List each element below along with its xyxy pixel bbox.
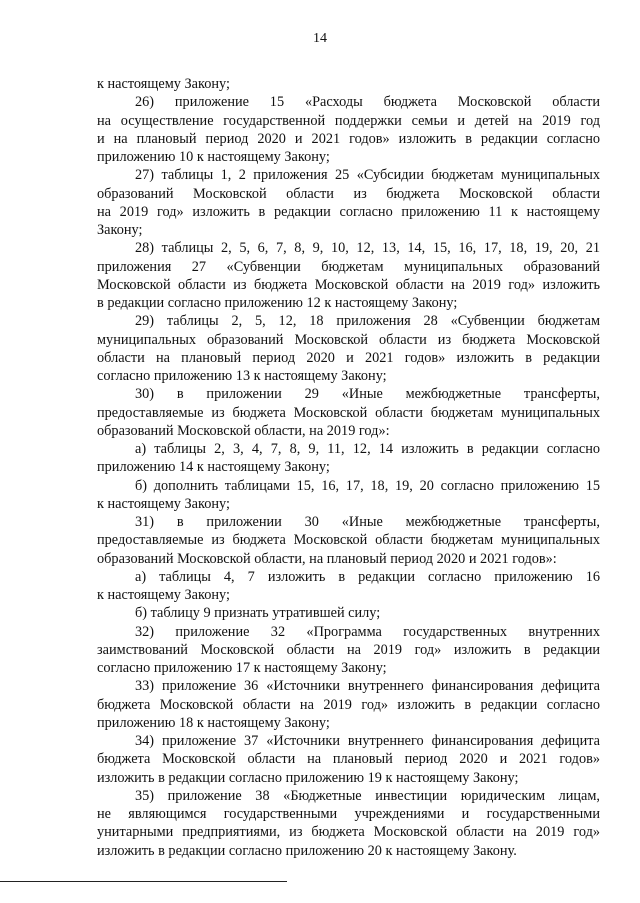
text-line: в редакции согласно приложению 12 к настоящему Закону; — [97, 295, 458, 311]
text-line: образований Московской области, на 2019 год»: — [97, 422, 390, 439]
text-line: к настоящему Закону; — [97, 587, 230, 603]
text-line: б) таблицу 9 признать утратившей силу; — [135, 605, 381, 622]
text-line: 29) таблицы 2, 5, 12, 18 приложения 28 «Субвенции бюджетам — [135, 313, 600, 330]
text-line: к настоящему Закону; — [97, 495, 230, 512]
text-line: Закону; — [97, 222, 143, 238]
text-line: 35) приложение 38 «Бюджетные инвестиции юридическим лицам, — [135, 787, 600, 804]
text-line: к настоящему Закону; — [97, 76, 230, 92]
text-line: Московской области из бюджета Московской области на 2019 год» изложить — [97, 276, 600, 293]
text-line: бюджета Московской области на 2019 год» изложить в редакции согласно — [97, 696, 600, 713]
text-line: приложению 18 к настоящему Закону; — [97, 714, 330, 731]
text-line: и на плановый период 2020 и 2021 годов» изложить в редакции согласно — [97, 130, 600, 147]
text-line: предоставляемые из бюджета Московской области бюджетам муниципальных — [97, 532, 600, 549]
text-line: согласно приложению 17 к настоящему Закону; — [97, 660, 387, 676]
text-line: 26) приложение 15 «Расходы бюджета Московской области — [135, 94, 600, 111]
text-line: согласно приложению 13 к настоящему Закону; — [97, 368, 387, 384]
text-line: б) дополнить таблицами 15, 16, 17, 18, 19, 20 согласно приложению 15 — [135, 477, 600, 494]
text-line: 28) таблицы 2, 5, 6, 7, 8, 9, 10, 12, 13, 14, 15, 16, 17, 18, 19, 20, 21 — [135, 240, 600, 257]
text-line: 30) в приложении 29 «Иные межбюджетные трансферты, — [135, 386, 600, 403]
text-line: приложению 14 к настоящему Закону; — [97, 459, 330, 476]
text-line: 33) приложение 36 «Источники внутреннего финансирования дефицита — [135, 678, 600, 695]
text-line: образований Московской области из бюджета Московской области — [97, 185, 600, 202]
text-line: бюджета Московской области на плановый период 2020 и 2021 годов» — [97, 751, 600, 768]
footnote-separator-line — [0, 881, 287, 882]
text-line: изложить в редакции согласно приложению 19 к настоящему Закону; — [97, 769, 519, 786]
text-line: а) таблицы 2, 3, 4, 7, 8, 9, 11, 12, 14 изложить в редакции согласно — [135, 441, 600, 457]
text-line: приложения 27 «Субвенции бюджетам муниципальных образований — [97, 258, 600, 275]
text-line: не являющимся государственными учреждениями и государственными — [97, 806, 600, 822]
text-line: 34) приложение 37 «Источники внутреннего финансирования дефицита — [135, 733, 600, 749]
text-line: унитарными предприятиями, из бюджета Московской области на 2019 год» — [97, 824, 600, 841]
text-line: изложить в редакции согласно приложению 20 к настоящему Закону. — [97, 842, 517, 859]
text-line: а) таблицы 4, 7 изложить в редакции согласно приложению 16 — [135, 568, 600, 585]
text-line: образований Московской области, на плановый период 2020 и 2021 годов»: — [97, 550, 557, 567]
text-line: на осуществление государственной поддержки семьи и детей на 2019 год — [97, 112, 600, 129]
page-number: 14 — [313, 31, 327, 46]
text-line: приложению 10 к настоящему Закону; — [97, 149, 330, 165]
text-line: 31) в приложении 30 «Иные межбюджетные трансферты, — [135, 514, 600, 530]
text-line: 32) приложение 32 «Программа государственных внутренних — [135, 623, 600, 640]
text-line: муниципальных образований Московской области из бюджета Московской — [97, 331, 600, 348]
text-line: предоставляемые из бюджета Московской области бюджетам муниципальных — [97, 404, 600, 421]
document-body — [97, 75, 600, 860]
text-line: заимствований Московской области на 2019 год» изложить в редакции — [97, 641, 600, 658]
text-line: на 2019 год» изложить в редакции согласно приложению 11 к настоящему — [97, 203, 600, 220]
text-line: области на плановый период 2020 и 2021 годов» изложить в редакции — [97, 349, 600, 366]
text-line: 27) таблицы 1, 2 приложения 25 «Субсидии бюджетам муниципальных — [135, 167, 600, 184]
